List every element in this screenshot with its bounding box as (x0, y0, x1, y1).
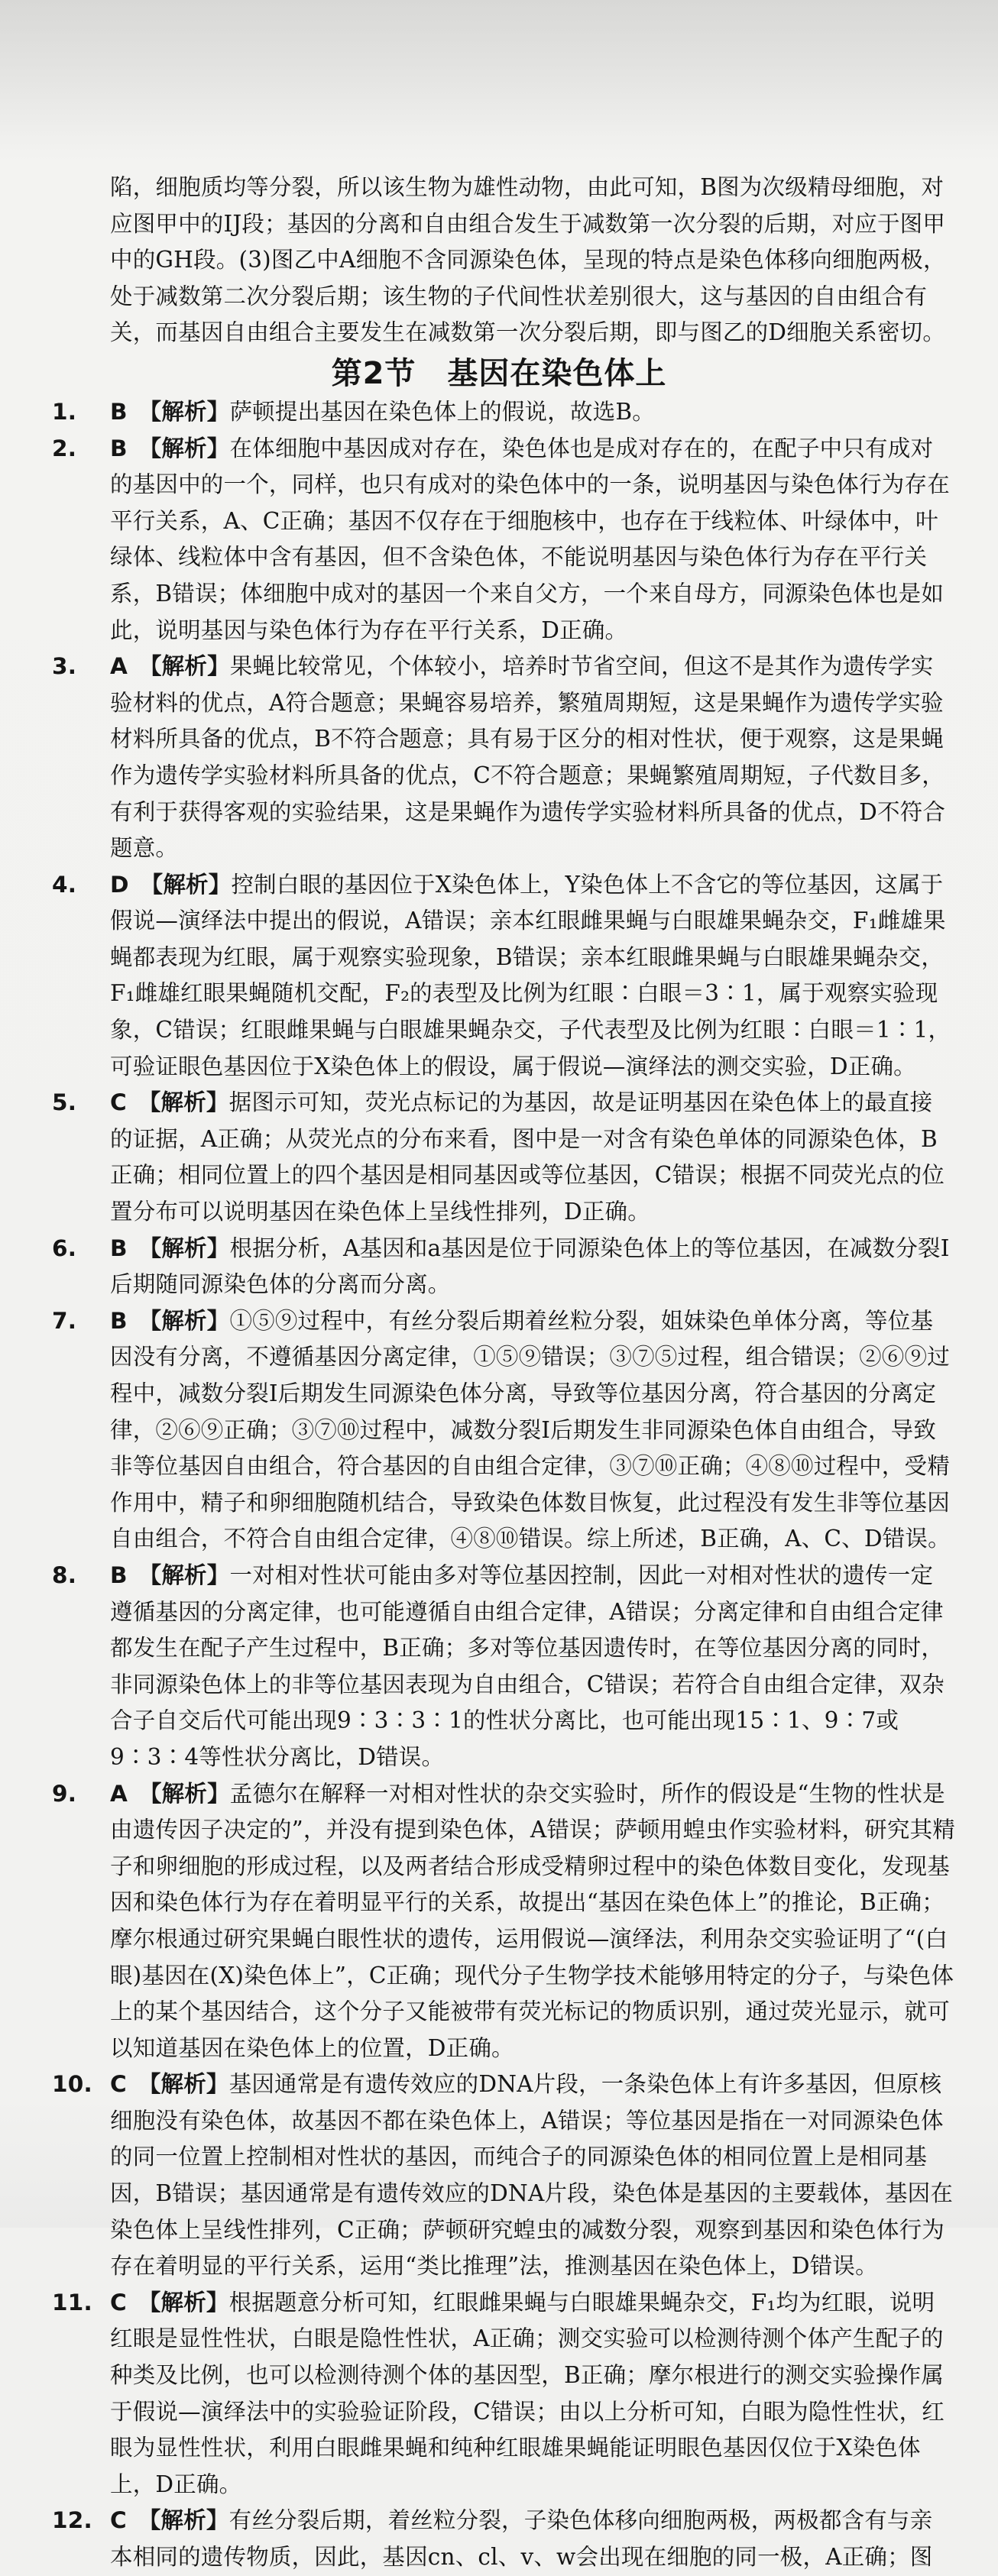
analysis-tag: 【解析】 (150, 1561, 230, 1588)
analysis-tag: 【解析】 (149, 2289, 229, 2315)
answer-letter: C (110, 2289, 127, 2315)
intro-paragraph: 陷，细胞质均等分裂，所以该生物为雄性动物，由此可知，B图为次级精母细胞，对应图甲中的IJ段；基因的分离和自由组合发生于减数第一次分裂的后期，对应于图甲中的GH段。(3)图乙中A细胞不含同源染色体，呈现的特点是染色体移向细胞两极，处于减数第二次分裂后期；该生物的子代间性状差别很大，这与基因的自由组合有关，而基因自由组合主要发生在减数第一次分裂后期，即与图乙的D细胞关系密切。 (110, 174, 946, 346)
answer-letter: C (110, 2507, 127, 2534)
answer-text: ①⑤⑨过程中，有丝分裂后期着丝粒分裂，姐妹染色单体分离，等位基因没有分离，不遵循基因分离定律，①⑤⑨错误；③⑦⑤过程，组合错误；②⑥⑨过程中，减数分裂Ⅰ后期发生同源染色体分离，导致等位基因分离，符合基因的分离定律，②⑥⑨正确；③⑦⑩过程中，减数分裂Ⅰ后期发生非同源染色体自由组合，导致非等位基因自由组合，符合基因的自由组合定律，③⑦⑩正确；④⑧⑩过程中，受精作用中，精子和卵细胞随机结合，导致染色体数目恢复，此过程没有发生非等位基因自由组合，不符合自由组合定律，④⑧⑩错误。综上所述，B正确，A、C、D错误。 (110, 1307, 951, 1552)
item-number: 6. (52, 1235, 77, 1261)
section-title: 第2节 基因在染色体上 (331, 355, 667, 391)
analysis-tag: 【解析】 (150, 435, 230, 461)
answer-letter: B (110, 435, 128, 461)
answer-letter: A (110, 653, 128, 680)
answer-text: 孟德尔在解释一对相对性状的杂交实验时，所作的假设是“生物的性状是由遗传因子决定的”，并没有提到染色体，A错误；萨顿用蝗虫作实验材料，研究其精子和卵细胞的形成过程，以及两者结合形成受精卵过程中的染色体数目变化，发现基因和染色体行为存在着明显平行的关系，故提出“基因在染色体上”的推论，B正确；摩尔根通过研究果蝇白眼性状的遗传，运用假说—演绎法，利用杂交实验证明了“(白眼)基因在(X)染色体上”，C正确；现代分子生物学技术能够用特定的分子，与染色体上的某个基因结合，这个分子又能被带有荧光标记的物质识别，通过荧光显示，就可以知道基因在染色体上的位置，D正确。 (110, 1780, 955, 2061)
analysis-tag: 【解析】 (149, 2071, 229, 2098)
answer-text: 根据分析，A基因和a基因是位于同源染色体上的等位基因，在减数分裂Ⅰ后期随同源染色体的分离而分离。 (110, 1235, 950, 1298)
item-number: 3. (52, 653, 77, 680)
answer-item-7 (43, 1303, 955, 1558)
answer-item-5 (43, 1085, 955, 1230)
analysis-tag: 【解析】 (149, 2507, 229, 2534)
item-number: 11. (52, 2289, 92, 2315)
analysis-tag: 【解析】 (150, 1780, 230, 1807)
item-number: 9. (52, 1780, 77, 1807)
answer-letter: B (110, 1561, 128, 1588)
item-number: 5. (52, 1089, 77, 1116)
answer-item-6 (43, 1231, 955, 1303)
answer-text: 基因通常是有遗传效应的DNA片段，一条染色体上有许多基因，但原核细胞没有染色体，故基因不都在染色体上，A错误；等位基因是指在一对同源染色体的同一位置上控制相对性状的基因，而纯合子的同源染色体的相同位置上是相同基因，B错误；基因通常是有遗传效应的DNA片段，染色体是基因的主要载体，基因在染色体上呈线性排列，C正确；萨顿研究蝗虫的减数分裂，观察到基因和染色体行为存在着明显的平行关系，运用“类比推理”法，推测基因在染色体上，D错误。 (110, 2071, 954, 2280)
answer-item-11 (43, 2285, 955, 2503)
analysis-tag: 【解析】 (150, 1307, 230, 1334)
analysis-tag: 【解析】 (150, 1235, 230, 1261)
answer-list (43, 394, 955, 2576)
answer-item-2 (43, 431, 955, 649)
analysis-tag: 【解析】 (150, 398, 230, 425)
answer-text: 有丝分裂后期，着丝粒分裂，子染色体移向细胞两极，两极都含有与亲本相同的遗传物质，因此，基因cn、cl、v、w会出现在细胞的同一极，A正确；图 (110, 2507, 933, 2570)
analysis-tag: 【解析】 (151, 871, 232, 898)
scan-shadow (0, 0, 998, 160)
answer-letter: B (110, 1307, 128, 1334)
answer-letter: B (110, 1235, 128, 1261)
answer-text: 根据题意分析可知，红眼雌果蝇与白眼雄果蝇杂交，F₁均为红眼，说明红眼是显性性状，白眼是隐性性状，A正确；测交实验可以检测待测个体产生配子的种类及比例，也可以检测待测个体的基因型，B正确；摩尔根进行的测交实验操作属于假说—演绎法中的实验验证阶段，C错误；由以上分析可知，白眼为隐性性状，红眼为显性性状，利用白眼雌果蝇和纯种红眼雄果蝇能证明眼色基因仅位于X染色体上，D正确。 (110, 2289, 945, 2497)
answer-text: 一对相对性状可能由多对等位基因控制，因此一对相对性状的遗传一定遵循基因的分离定律，也可能遵循自由组合定律，A错误；分离定律和自由组合定律都发生在配子产生过程中，B正确；多对等位基因遗传时，在等位基因分离的同时，非同源染色体上的非等位基因表现为自由组合，C错误；若符合自由组合定律，双杂合子自交后代可能出现9∶3∶3∶1的性状分离比，也可能出现15∶1、9∶7或9∶3∶4等性状分离比，D错误。 (110, 1561, 945, 1770)
answer-item-12 (43, 2503, 955, 2575)
answer-letter: B (110, 398, 128, 425)
answer-item-8 (43, 1558, 955, 1776)
answer-text: 控制白眼的基因位于X染色体上，Y染色体上不含它的等位基因，这属于假说—演绎法中提出的假说，A错误；亲本红眼雌果蝇与白眼雄果蝇杂交，F₁雌雄果蝇都表现为红眼，属于观察实验现象，B错误；亲本红眼雌果蝇与白眼雄果蝇杂交，F₁雌雄红眼果蝇随机交配，F₂的表型及比例为红眼∶白眼＝3∶1，属于观察实验现象，C错误；红眼雌果蝇与白眼雄果蝇杂交，子代表型及比例为红眼∶白眼＝1∶1，可验证眼色基因位于X染色体上的假设，属于假说—演绎法的测交实验，D正确。 (110, 871, 951, 1079)
answer-letter: A (110, 1780, 128, 1807)
answer-item-10 (43, 2066, 955, 2285)
answer-letter: C (110, 1089, 127, 1116)
item-number: 4. (52, 871, 77, 898)
item-number: 12. (52, 2507, 92, 2534)
item-number: 2. (52, 435, 77, 461)
item-number: 10. (52, 2071, 92, 2098)
answer-text: 萨顿提出基因在染色体上的假说，故选B。 (229, 398, 655, 425)
item-number: 1. (52, 398, 77, 425)
answer-letter: D (110, 871, 129, 898)
answer-item-3 (43, 649, 955, 867)
answer-text: 据图示可知，荧光点标记的为基因，故是证明基因在染色体上的最直接的证据，A正确；从荧光点的分布来看，图中是一对含有染色单体的同源染色体，B正确；相同位置上的四个基因是相同基因或等位基因，C错误；根据不同荧光点的位置分布可以说明基因在染色体上呈线性排列，D正确。 (110, 1089, 945, 1225)
answer-letter: C (110, 2071, 127, 2098)
answer-item-4 (43, 867, 955, 1086)
analysis-tag: 【解析】 (150, 653, 230, 680)
item-number: 7. (52, 1307, 77, 1334)
answer-text: 在体细胞中基因成对存在，染色体也是成对存在的，在配子中只有成对的基因中的一个，同样，也只有成对的染色体中的一条，说明基因与染色体行为存在平行关系，A、C正确；基因不仅存在于细胞核中，也存在于线粒体、叶绿体中，叶绿体、线粒体中含有基因，但不含染色体，不能说明基因与染色体行为存在平行关系，B错误；体细胞中成对的基因一个来自父方，一个来自母方，同源染色体也是如此，说明基因与染色体行为存在平行关系，D正确。 (110, 435, 950, 643)
item-number: 8. (52, 1561, 77, 1588)
answer-text: 果蝇比较常见，个体较小，培养时节省空间，但这不是其作为遗传学实验材料的优点，A符合题意；果蝇容易培养，繁殖周期短，这是果蝇作为遗传学实验材料所具备的优点，B不符合题意；具有易于区分的相对性状，便于观察，这是果蝇作为遗传学实验材料所具备的优点，C不符合题意；果蝇繁殖周期短，子代数目多，有利于获得客观的实验结果，这是果蝇作为遗传学实验材料所具备的优点，D不符合题意。 (110, 653, 946, 862)
answer-item-9 (43, 1776, 955, 2067)
analysis-tag: 【解析】 (149, 1089, 229, 1116)
answer-item-1 (43, 394, 955, 431)
